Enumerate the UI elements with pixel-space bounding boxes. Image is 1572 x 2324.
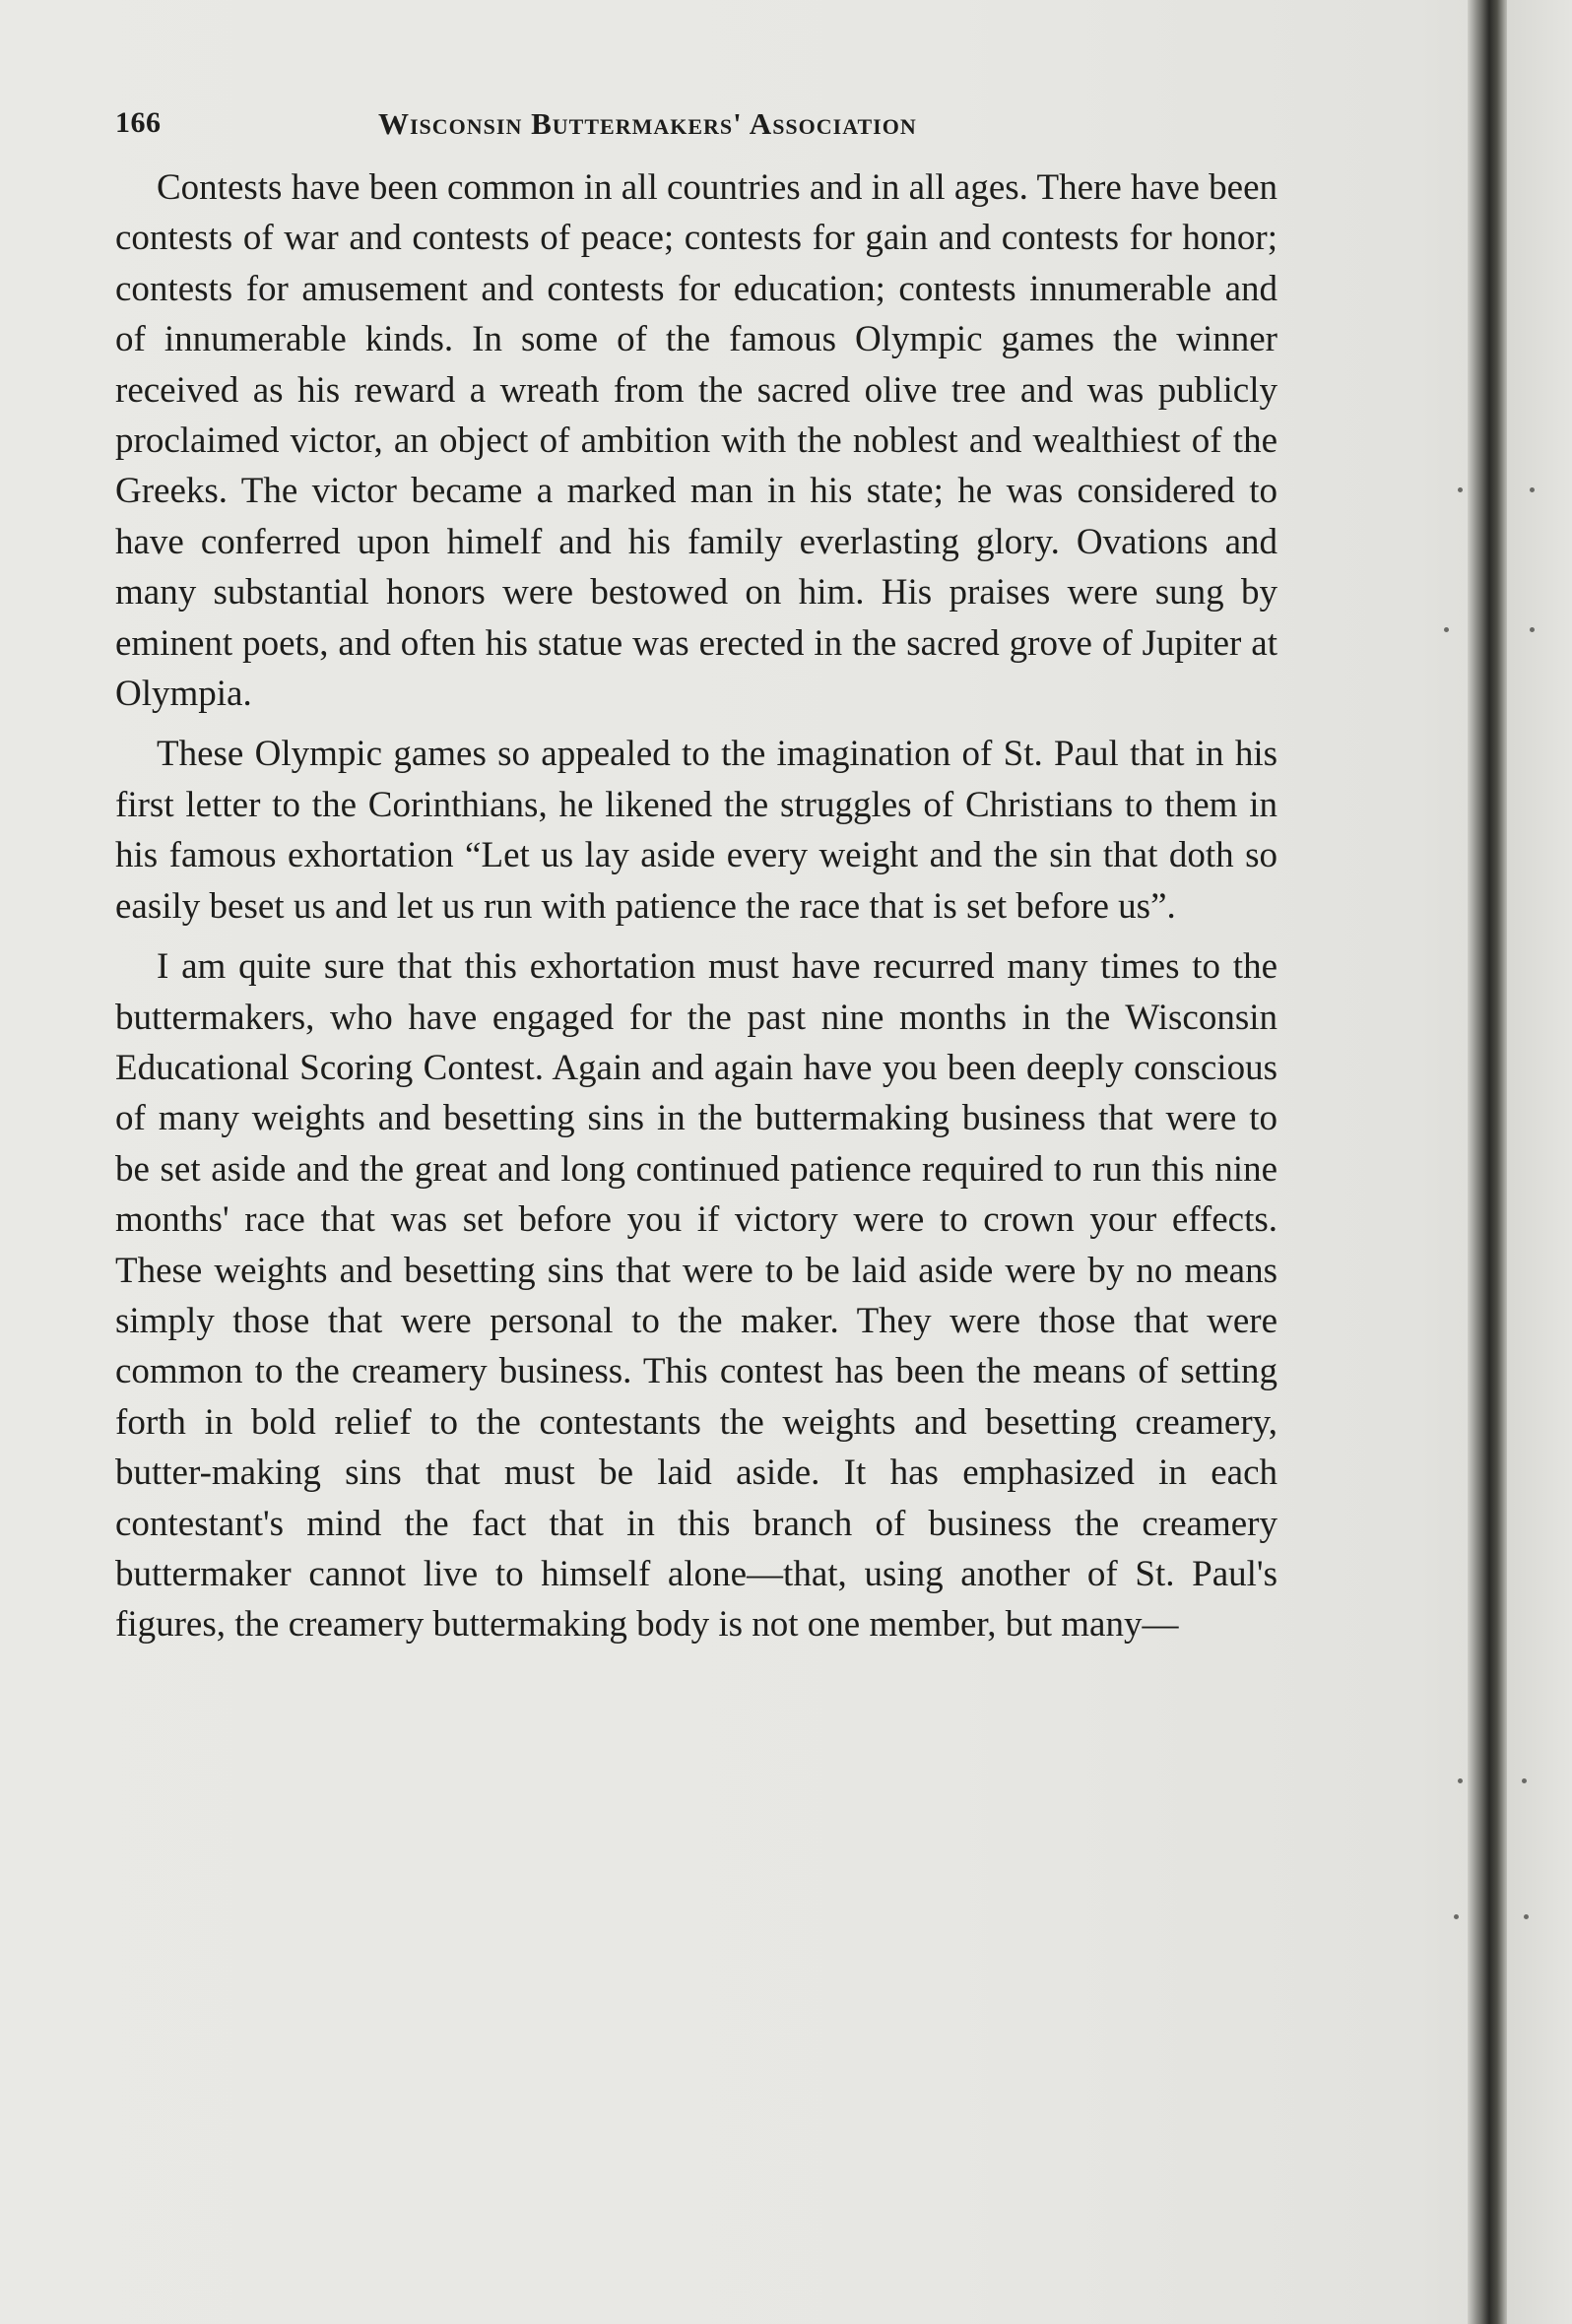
margin-speck: [1530, 627, 1535, 632]
margin-speck: [1524, 1914, 1529, 1919]
paragraph-exhortation: I am quite sure that this exhortation must have recurred many times to the buttermakers, who have engaged for the past nine months in the Wisconsin Educational Scoring Contest. Again and again have you been deeply conscious of many weights and besetting sins in the buttermaking business that were to be set aside and the great and long continued patience required to run this nine months' race that was set before you if victory were to crown your effects. These weights and besetting sins that were to be laid aside were by no means simply those that were personal to the maker. They were those that were common to the creamery business. This contest has been the means of setting forth in bold relief to the contestants the weights and besetting creamery, butter-making sins that must be laid aside. It has emphasized in each contestant's mind the fact that in this branch of business the creamery buttermaker cannot live to himself alone—that, using another of St. Paul's figures, the creamery buttermaking body is not one member, but many—: [115, 946, 1277, 1646]
body-text: [115, 162, 1277, 1660]
margin-speck: [1522, 1778, 1527, 1783]
margin-speck: [1458, 487, 1463, 492]
page-header: [115, 106, 1277, 150]
book-binding-shadow: [1468, 0, 1507, 2324]
margin-speck: [1444, 627, 1449, 632]
paragraph-olympic-games: These Olympic games so appealed to the imagination of St. Paul that in his first letter to the Corinthians, he likened the struggles of Christians to them in his famous exhortation “Let us lay aside every weight and the sin that doth so easily beset us and let us run with patience the race that is set before us”.: [115, 734, 1277, 927]
paragraph-contests: Contests have been common in all countries and in all ages. There have been contests of war and contests of peace; contests for gain and contests for honor; contests for amusement and contests for education; contests innumerable and of innumerable kinds. In some of the famous Olympic games the winner received as his reward a wreath from the sacred olive tree and was publicly proclaimed victor, an object of ambition with the noblest and wealthiest of the Greeks. The victor became a marked man in his state; he was considered to have conferred upon himelf and his family everlasting glory. Ovations and many substantial honors were bestowed on him. His praises were sung by eminent poets, and often his statue was erected in the sacred grove of Jupiter at Olympia.: [115, 167, 1277, 715]
margin-speck: [1530, 487, 1535, 492]
running-title: Wisconsin Buttermakers' Association: [378, 106, 917, 141]
page-number: 166: [115, 106, 162, 139]
margin-speck: [1454, 1914, 1459, 1919]
facing-page-edge: [1507, 0, 1572, 2324]
margin-speck: [1458, 1778, 1463, 1783]
